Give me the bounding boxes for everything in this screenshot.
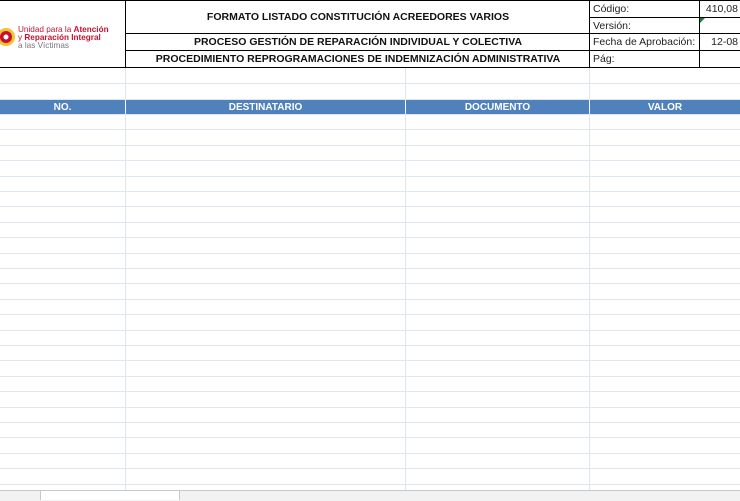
table-row: [0, 160, 740, 161]
fecha-label: Fecha de Aprobación:: [593, 36, 696, 48]
sheet-tab[interactable]: [40, 491, 180, 500]
logo-line3: a las Víctimas: [18, 41, 69, 51]
border: [0, 0, 740, 1]
table-row: [0, 437, 740, 438]
table-row: [0, 253, 740, 254]
border: [590, 17, 740, 18]
table-row: [0, 484, 740, 485]
comment-indicator-icon: [700, 18, 705, 23]
title-formato: FORMATO LISTADO CONSTITUCIÓN ACREEDORES VARIOS: [206, 11, 510, 23]
table-row: [0, 145, 740, 146]
table-row: [0, 114, 740, 115]
logo-line1: Unidad para la: [18, 25, 72, 34]
gridline: [589, 68, 590, 100]
gridline: [125, 68, 126, 100]
gridline: [0, 83, 740, 84]
title-proceso: PROCESO GESTIÓN DE REPARACIÓN INDIVIDUAL Y COLECTIVA: [193, 36, 523, 48]
table-row: [0, 468, 740, 469]
pag-label: Pág:: [593, 53, 615, 65]
table-row: [0, 191, 740, 192]
title-procedimiento: PROCEDIMIENTO REPROGRAMACIONES DE INDEMNIZACIÓN ADMINISTRATIVA: [155, 53, 561, 65]
sheet-tab-bar[interactable]: [0, 490, 740, 501]
column-header-valor[interactable]: VALOR: [590, 100, 740, 114]
organization-logo: [0, 4, 125, 62]
table-row: [0, 268, 740, 269]
column-header-no[interactable]: NO.: [0, 100, 126, 114]
codigo-value[interactable]: 410,08: [705, 3, 738, 15]
border: [126, 33, 740, 34]
table-row: [0, 360, 740, 361]
table-row: [0, 237, 740, 238]
column-gridline: [589, 114, 590, 490]
table-row: [0, 206, 740, 207]
version-value[interactable]: [700, 18, 740, 34]
column-gridline: [405, 114, 406, 490]
column-gridline: [125, 114, 126, 490]
table-row: [0, 283, 740, 284]
logo-line2-bold: Reparación Integral: [24, 33, 101, 43]
table-row: [0, 314, 740, 315]
coat-of-arms-icon: [0, 20, 16, 54]
table-row: [0, 407, 740, 408]
table-row: [0, 299, 740, 300]
pag-value[interactable]: [700, 51, 740, 67]
border: [0, 67, 740, 68]
table-row: [0, 330, 740, 331]
table-row: [0, 376, 740, 377]
table-row: [0, 222, 740, 223]
border: [589, 0, 590, 68]
table-row: [0, 453, 740, 454]
table-row: [0, 129, 740, 130]
logo-line2: y: [18, 33, 23, 43]
table-row: [0, 176, 740, 177]
border: [699, 0, 700, 68]
version-label: Versión:: [593, 20, 631, 32]
column-header-documento[interactable]: DOCUMENTO: [406, 100, 590, 114]
border: [126, 50, 740, 51]
logo-line1-bold: Atención: [73, 25, 109, 34]
codigo-label: Código:: [593, 3, 630, 15]
table-row: [0, 422, 740, 423]
document-header: [0, 0, 740, 68]
gridline: [405, 68, 406, 100]
fecha-value[interactable]: 12-08: [711, 36, 738, 48]
logo-text: [18, 26, 109, 51]
table-row: [0, 391, 740, 392]
column-header-destinatario[interactable]: DESTINATARIO: [126, 100, 406, 114]
border: [125, 0, 126, 68]
table-row: [0, 345, 740, 346]
